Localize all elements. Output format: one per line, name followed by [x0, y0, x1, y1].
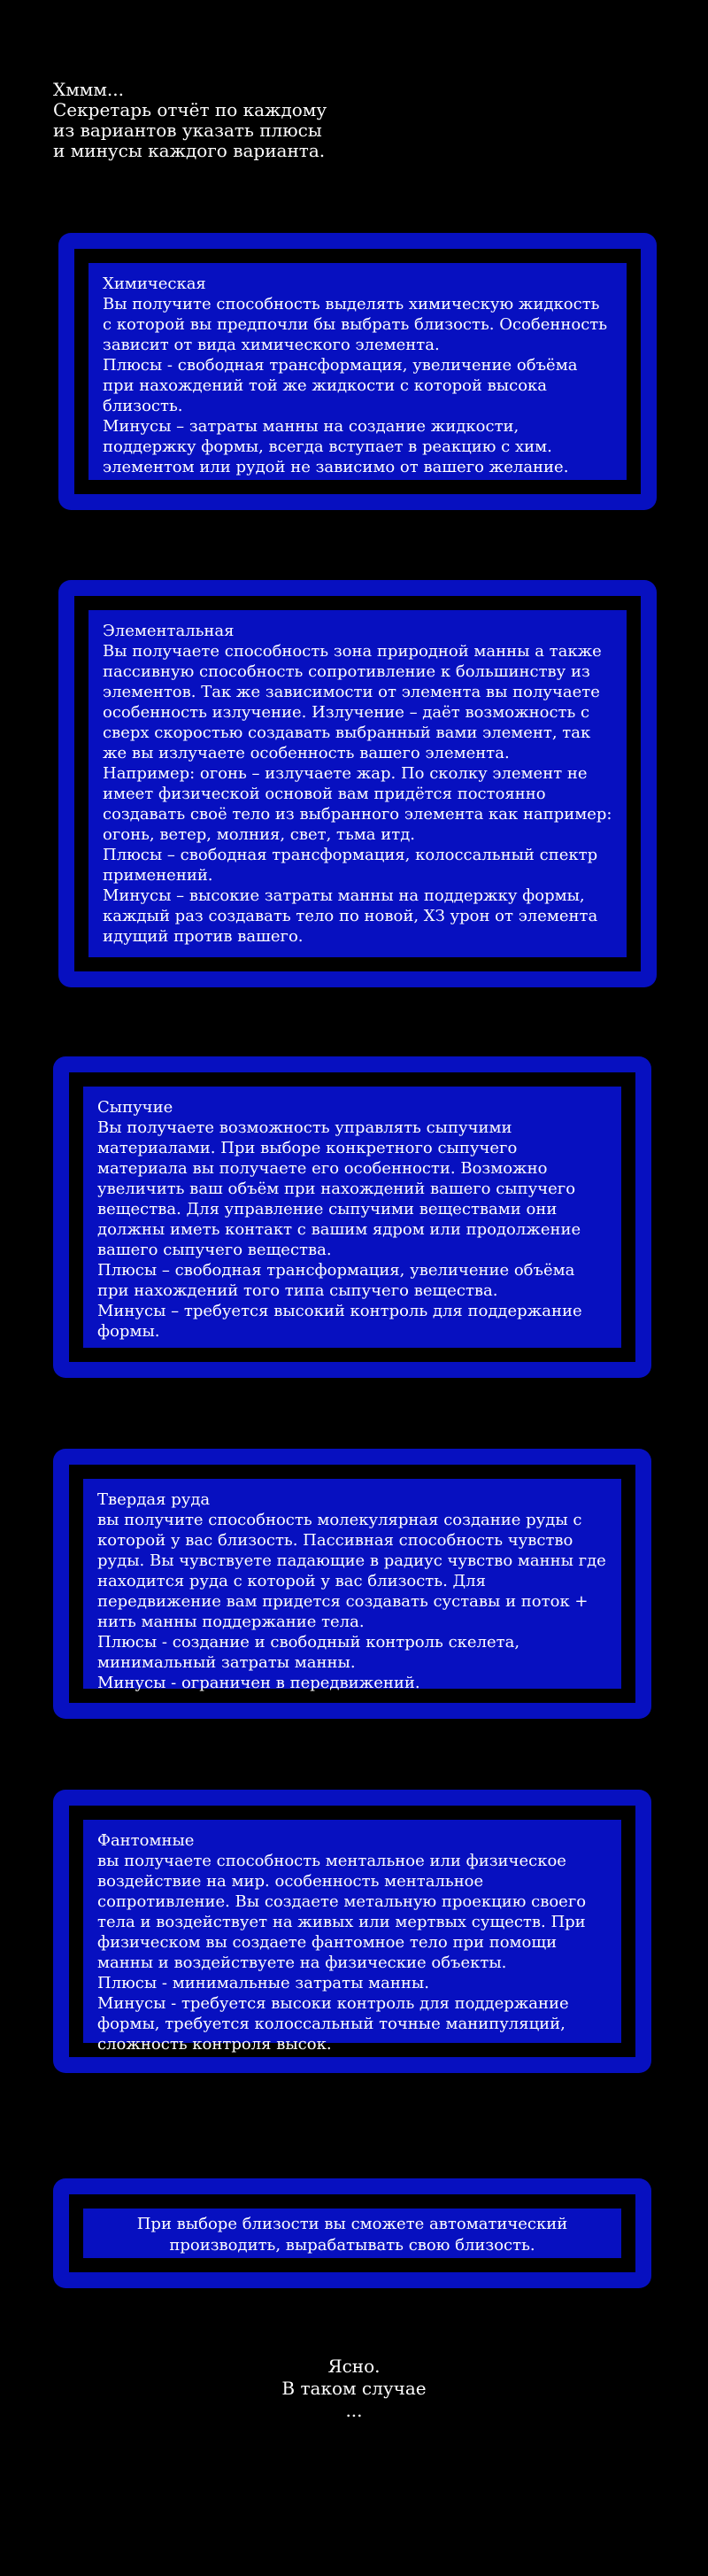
- box-content: [88, 610, 627, 957]
- variant-box-chemical: [58, 233, 657, 510]
- box-title: Химическая: [103, 275, 206, 293]
- box-cons: Минусы - требуется высоки контроль для поддержание формы, требуется колоссальный точные манипуляций, сложность контроля высок.: [97, 1994, 569, 2054]
- box-title: Элементальная: [103, 622, 235, 640]
- box-content: [83, 2209, 621, 2258]
- box-title: Фантомные: [97, 1831, 195, 1850]
- box-paragraph: вы получаете способность ментальное или физическое воздействие на мир. особенность ментальное сопротивление. Вы создаете метальную проекцию своего тела и воздействует на живых или мертвых существ. При физическом вы создаете фантомное тело при помощи манны и воздействуете на физические объекты.: [97, 1852, 587, 1972]
- box-content: [83, 1479, 621, 1692]
- intro-line: Секретарь отчёт по каждому: [53, 99, 327, 120]
- box-pros: Плюсы - минимальные затраты манны.: [97, 1974, 429, 1992]
- variant-box-elemental: [58, 580, 657, 987]
- box-content: [83, 1820, 621, 2054]
- outro-line: Ясно.: [327, 2356, 381, 2377]
- box-title: Сыпучие: [97, 1098, 173, 1117]
- box-title: Твердая руда: [97, 1490, 211, 1509]
- box-cons: Минусы – высокие затраты манны на поддержку формы, каждый раз создавать тело по новой, ХЗ урон от элемента идущий против вашего.: [103, 886, 598, 946]
- box-paragraph: При выборе близости вы сможете автоматический производить, вырабатывать свою близость.: [136, 2215, 568, 2255]
- box-paragraph: Вы получаете возможность управлять сыпучими материалами. При выборе конкретного сыпучего материала вы получаете его особенности. Возможно увеличить ваш объём при нахождений вашего сыпучего вещества. Для управление сыпучими веществами они должны иметь контакт с вашим ядром или продолжение вашего сыпучего вещества.: [97, 1118, 581, 1259]
- box-pros: Плюсы – свободная трансформация, колоссальный спектр применений.: [103, 846, 598, 885]
- box-frame: [69, 1465, 635, 1703]
- box-paragraph: Например: огонь – излучаете жар. По сколку элемент не имеет физической основой вам придётся постоянно создавать своё тело из выбранного элемента как например: огонь, ветер, молния, свет, тьма итд.: [103, 764, 612, 844]
- intro-line: из вариантов указать плюсы: [53, 120, 322, 141]
- box-paragraph: вы получите способность молекулярная создание руды с которой у вас близость. Пассивная способность чувство руды. Вы чувствуете падающие в радиус чувство манны где находится руда с которой у вас близость. Для передвижение вам придется создавать суставы и поток + нить манны поддержание тела.: [97, 1511, 606, 1631]
- intro-text: [53, 80, 425, 161]
- box-pros: Плюсы – свободная трансформация, увеличение объёма при нахождений того типа сыпучего вещества.: [97, 1261, 575, 1300]
- outro-line: В таком случае: [281, 2378, 427, 2399]
- intro-line: и минусы каждого варианта.: [53, 140, 326, 161]
- box-paragraph: Вы получаете способность зона природной манны а также пассивную способность сопротивление к большинству из элементов. Так же зависимости от элемента вы получаете особенность излучение. Излучение – даёт возможность с сверх скоростью создавать выбранный вами элемент, так же вы излучаете особенность вашего элемента.: [103, 642, 602, 762]
- box-frame: [69, 1806, 635, 2057]
- box-content: [88, 263, 627, 480]
- box-cons: Минусы - ограничен в передвижений.: [97, 1674, 420, 1692]
- box-cons: Минусы – требуется высокий контроль для поддержание формы.: [97, 1302, 582, 1341]
- box-frame: [69, 2194, 635, 2272]
- box-pros: Плюсы - свободная трансформация, увеличение объёма при нахождений той же жидкости с которой высока близость.: [103, 356, 578, 415]
- outro-line: ...: [345, 2400, 363, 2421]
- intro-line: Хммм...: [53, 79, 124, 100]
- outro-text: [177, 2356, 531, 2422]
- box-frame: [69, 1072, 635, 1362]
- box-frame: [74, 249, 641, 494]
- box-cons: Минусы – затраты манны на создание жидкости, поддержку формы, всегда вступает в реакцию с хим. элементом или рудой не зависимо от вашего желание.: [103, 417, 569, 476]
- variant-box-phantom: [53, 1790, 651, 2073]
- box-pros: Плюсы - создание и свободный контроль скелета, минимальный затраты манны.: [97, 1633, 520, 1672]
- info-box-affinity: [53, 2178, 651, 2288]
- variant-box-granular: [53, 1056, 651, 1378]
- box-content: [83, 1087, 621, 1348]
- box-paragraph: Вы получите способность выделять химическую жидкость с которой вы предпочли бы выбрать близость. Особенность зависит от вида химического элемента.: [103, 295, 608, 354]
- box-frame: [74, 596, 641, 971]
- variant-box-solid-ore: [53, 1449, 651, 1719]
